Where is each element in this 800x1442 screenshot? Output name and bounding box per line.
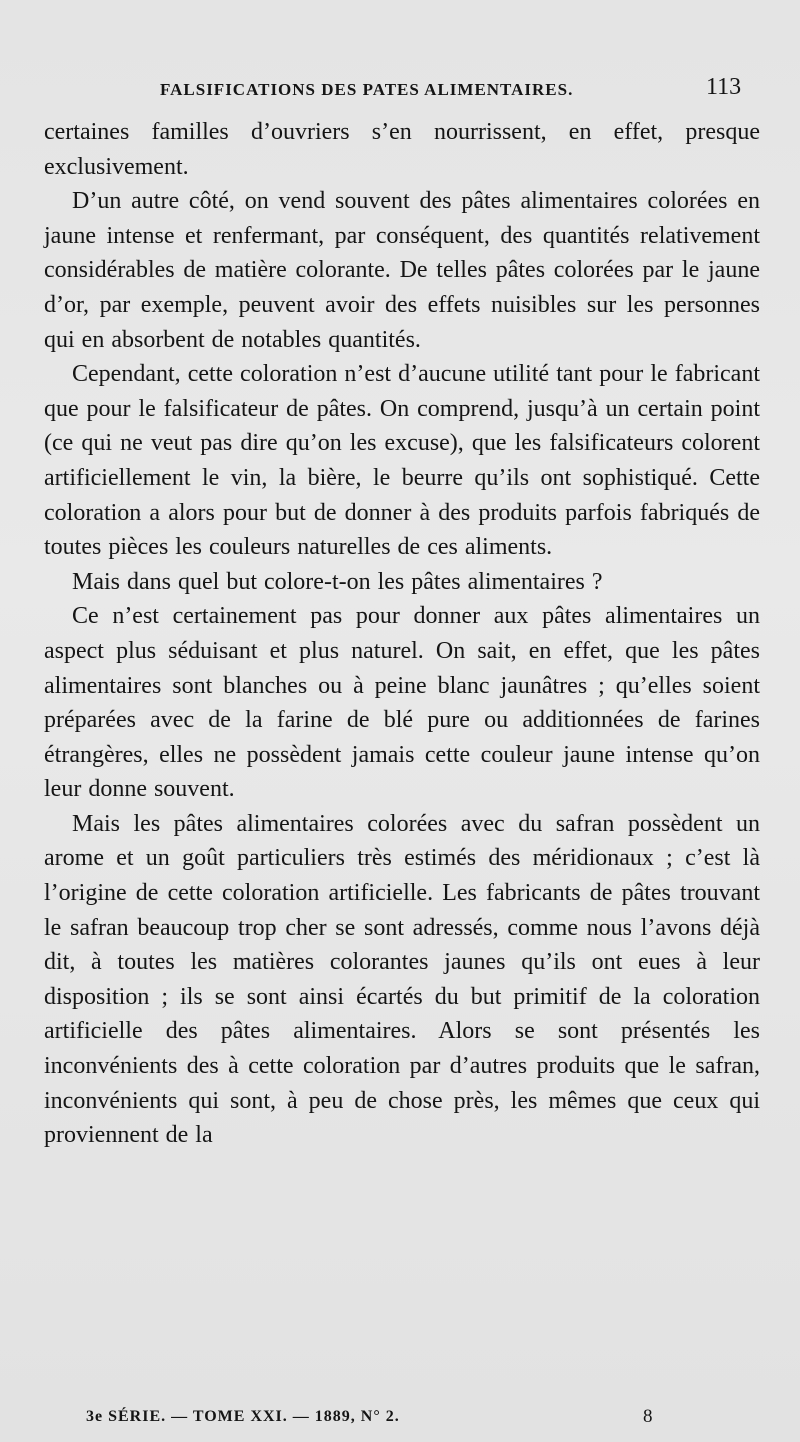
running-title: FALSIFICATIONS DES PATES ALIMENTAIRES. (160, 80, 574, 99)
body-text (44, 115, 760, 1153)
page-number: 113 (706, 74, 742, 100)
paragraph: Ce n’est certainement pas pour donner aux pâtes alimentaires un aspect plus séduisant et plus naturel. On sait, en effet, que les pâtes alimentaires sont blanches ou à peine blanc jaunâtres ; qu’elles soient préparées avec de la farine de blé pure ou additionnées de farines étrangères, elles ne possèdent jamais cette couleur jaune intense qu’on leur donne souvent. (44, 603, 760, 803)
paragraph: D’un autre côté, on vend souvent des pâtes alimentaires colorées en jaune intense et renfermant, par conséquent, des quantités relativement considérables de matière colorante. De telles pâtes colorées par le jaune d’or, par exemple, peuvent avoir des effets nuisibles sur les personnes qui en absorbent de notables quantités. (44, 188, 760, 353)
footer-signature: 3e SÉRIE. — TOME XXI. — 1889, N° 2. (86, 1408, 400, 1425)
paragraph: Mais les pâtes alimentaires colorées avec du safran possèdent un arome et un goût particuliers très estimés des méridionaux ; c’est là l’origine de cette coloration artificielle. Les fabricants de pâtes trouvant le safran beaucoup trop cher se sont adressés, comme nous l’avons déjà dit, à toutes les matières colorantes jaunes qu’ils ont eues à leur disposition ; ils se sont ainsi écartés du but primitif de la coloration artificielle des pâtes alimentaires. Alors se sont présentés les inconvénients des à cette coloration par d’autres produits que le safran, inconvénients qui sont, à peu de chose près, les mêmes que ceux qui proviennent de la (44, 810, 760, 1149)
sheet-number: 8 (643, 1406, 653, 1427)
paragraph: Cependant, cette coloration n’est d’aucune utilité tant pour le fabricant que pour le falsificateur de pâtes. On comprend, jusqu’à un certain point (ce qui ne veut pas dire qu’on les excuse), que les falsificateurs colorent artificiellement le vin, la bière, le beurre qu’ils ont sophistiqué. Cette coloration a alors pour but de donner à des produits parfois fabriqués de toutes pièces les couleurs naturelles de ces aliments. (44, 361, 760, 561)
paragraph: Mais dans quel but colore-t-on les pâtes alimentaires ? (72, 568, 603, 595)
paragraph-continuation: certaines familles d’ouvriers s’en nourrissent, en effet, presque exclusivement. (44, 119, 760, 180)
